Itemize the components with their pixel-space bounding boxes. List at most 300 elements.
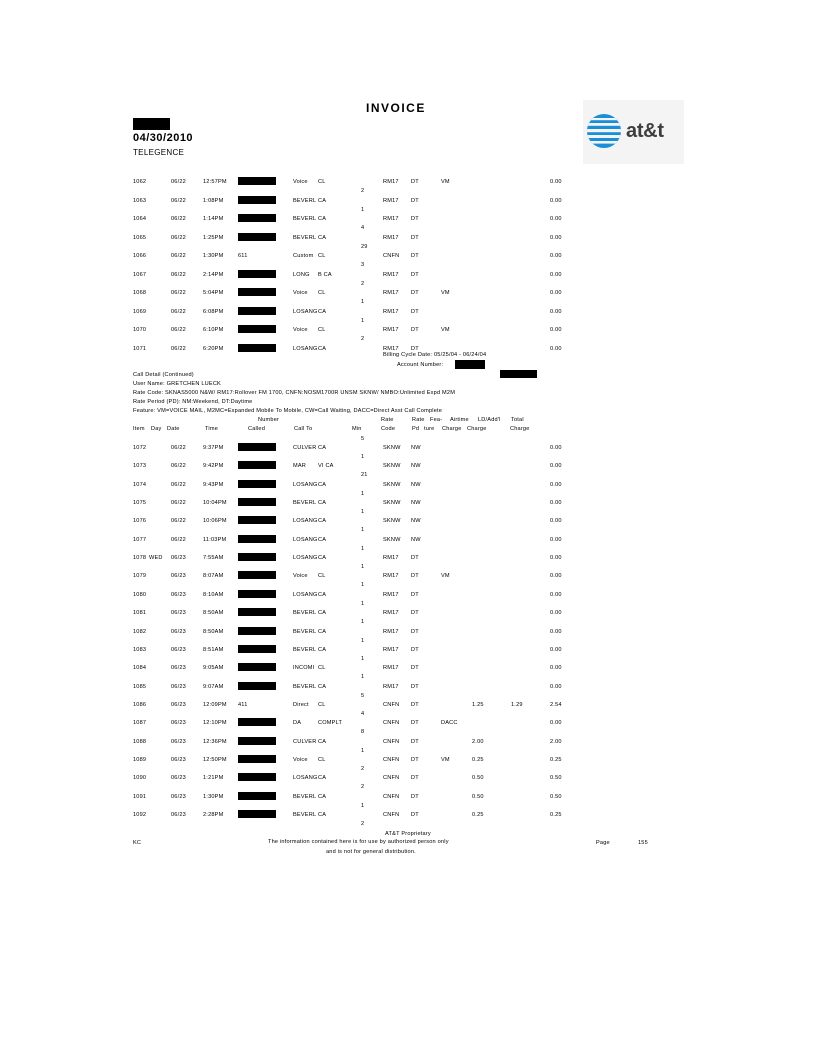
cell-rate: SKNW xyxy=(383,536,401,543)
cell-st: CL xyxy=(318,253,326,259)
col-number: Number xyxy=(258,417,280,423)
footer-left: KC xyxy=(133,840,142,846)
cell-feat: VM xyxy=(441,756,450,763)
cell-st: CA xyxy=(318,500,327,507)
cell-rp: DT xyxy=(411,573,419,580)
table-row xyxy=(0,216,816,224)
cell-date: 06/23 xyxy=(171,738,186,745)
cell-time: 9:07AM xyxy=(203,683,224,690)
cell-time: 1:08PM xyxy=(203,197,224,204)
redacted-number xyxy=(238,535,276,543)
col-charge-3: Charge xyxy=(510,426,530,432)
cell-rate: CNFN xyxy=(383,756,400,763)
cell-st: CA xyxy=(318,591,327,598)
table-row xyxy=(0,290,816,298)
cell-item: 1069 xyxy=(133,308,147,315)
cell-date: 06/22 xyxy=(171,481,186,488)
cell-item: 1070 xyxy=(133,327,147,333)
footer-page-number: 155 xyxy=(638,840,648,846)
cell-total: 0.00 xyxy=(550,327,562,333)
col-fea: Fea- xyxy=(430,417,443,423)
cell-item: 1078 xyxy=(133,555,147,562)
cell-rate: SKNW xyxy=(383,500,401,507)
table-row xyxy=(0,629,816,637)
col-pd: Pd xyxy=(412,426,420,432)
billing-cycle: Billing Cycle Date: 05/25/04 - 06/24/04 xyxy=(383,352,487,358)
cell-rate: RM17 xyxy=(383,345,399,352)
cell-rp: DT xyxy=(411,628,419,635)
cell-rate: SKNW xyxy=(383,481,401,488)
cell-date: 06/22 xyxy=(171,234,186,241)
cell-rp: DT xyxy=(411,308,419,315)
cell-city: LOSANG xyxy=(293,481,318,488)
cell-rp: DT xyxy=(411,327,419,333)
cell-st: B CA xyxy=(318,271,332,278)
cell-minutes: 1 xyxy=(361,582,365,589)
cell-rate: RM17 xyxy=(383,327,399,333)
redacted-block xyxy=(500,370,537,378)
redacted-number xyxy=(238,516,276,524)
redacted-number xyxy=(238,443,276,451)
cell-rp: NW xyxy=(411,445,421,451)
table-row xyxy=(0,739,816,747)
cell-rp: DT xyxy=(411,793,419,800)
cell-city: LOSANG xyxy=(293,555,318,562)
table-row xyxy=(0,610,816,618)
cell-rp: DT xyxy=(411,253,419,259)
cell-item: 1089 xyxy=(133,756,147,763)
table-row xyxy=(0,812,816,820)
cell-item: 1085 xyxy=(133,683,147,690)
cell-rate: RM17 xyxy=(383,308,399,315)
cell-date: 06/22 xyxy=(171,197,186,204)
cell-rp: DT xyxy=(411,756,419,763)
cell-airtime: 0.50 xyxy=(472,793,484,800)
col-code: Code xyxy=(381,426,396,432)
cell-city: LOSANG xyxy=(293,591,318,598)
cell-rate: RM17 xyxy=(383,646,399,653)
cell-rp: NW xyxy=(411,463,421,470)
table-row xyxy=(0,327,816,335)
cell-item: 1075 xyxy=(133,500,147,507)
cell-minutes: 5 xyxy=(361,692,365,699)
feature-legend: Feature: VM=VOICE MAIL, M2MC=Expanded Mobile To Mobile, CW=Call Waiting, DACC=Direct Asst Call Complete xyxy=(133,408,443,414)
cell-city: Voice xyxy=(293,290,308,296)
cell-feat: DACC xyxy=(441,720,458,727)
att-logo xyxy=(583,100,684,164)
cell-date: 06/22 xyxy=(171,536,186,543)
cell-rp: DT xyxy=(411,290,419,296)
cell-item: 1087 xyxy=(133,720,147,727)
cell-rate: CNFN xyxy=(383,812,400,818)
footer-proprietary: AT&T Proprietary xyxy=(385,831,431,837)
cell-date: 06/23 xyxy=(171,775,186,782)
cell-rp: DT xyxy=(411,646,419,653)
cell-item: 1071 xyxy=(133,345,147,352)
cell-st: CA xyxy=(318,628,327,635)
cell-st: CA xyxy=(318,481,327,488)
cell-rp: DT xyxy=(411,812,419,818)
cell-date: 06/23 xyxy=(171,701,186,708)
cell-rp: NW xyxy=(411,518,421,525)
cell-rate: SKNW xyxy=(383,463,401,470)
cell-day: WED xyxy=(149,555,163,562)
detail-heading: Call Detail (Continued) xyxy=(133,372,194,378)
col-charge-2: Charge xyxy=(467,426,487,432)
cell-minutes: 2 xyxy=(361,765,365,772)
cell-st: CA xyxy=(318,216,327,222)
cell-minutes: 2 xyxy=(361,821,365,827)
cell-minutes: 1 xyxy=(361,655,365,662)
redacted-number xyxy=(238,196,276,204)
cell-minutes: 8 xyxy=(361,729,365,736)
cell-item: 1074 xyxy=(133,481,147,488)
redacted-number xyxy=(238,608,276,616)
cell-time: 2:28PM xyxy=(203,812,224,818)
cell-airtime: 1.25 xyxy=(472,701,484,708)
cell-rp: DT xyxy=(411,345,419,352)
cell-item: 1064 xyxy=(133,216,147,222)
cell-rate: SKNW xyxy=(383,518,401,525)
cell-minutes: 2 xyxy=(361,188,365,194)
col-ratepd: Rate xyxy=(412,417,425,423)
logo-wordmark: at&t xyxy=(626,120,664,142)
redacted-number xyxy=(238,773,276,781)
table-row xyxy=(0,309,816,317)
cell-date: 06/23 xyxy=(171,756,186,763)
cell-time: 10:06PM xyxy=(203,518,227,525)
redacted-number xyxy=(238,461,276,469)
table-row xyxy=(0,794,816,802)
cell-date: 06/23 xyxy=(171,628,186,635)
cell-total: 0.00 xyxy=(550,628,562,635)
table-row xyxy=(0,235,816,243)
cell-minutes: 1 xyxy=(361,747,365,754)
cell-rate: RM17 xyxy=(383,271,399,278)
cell-called: 611 xyxy=(238,253,248,259)
cell-ld: 1.29 xyxy=(511,701,523,708)
redacted-number xyxy=(238,737,276,745)
cell-time: 9:42PM xyxy=(203,463,224,470)
cell-st: CL xyxy=(318,573,326,580)
cell-rate: RM17 xyxy=(383,179,399,185)
cell-item: 1083 xyxy=(133,646,147,653)
cell-total: 0.00 xyxy=(550,271,562,278)
cell-city: BEVERL xyxy=(293,628,317,635)
redacted-number xyxy=(238,718,276,726)
table-row xyxy=(0,198,816,206)
col-ture: ture xyxy=(424,426,435,432)
table-row xyxy=(0,445,816,453)
cell-item: 1079 xyxy=(133,573,147,580)
cell-item: 1086 xyxy=(133,701,147,708)
cell-feat: VM xyxy=(441,327,450,333)
cell-time: 5:04PM xyxy=(203,290,224,296)
redacted-number xyxy=(238,571,276,579)
cell-city: LOSANG xyxy=(293,536,318,543)
redacted-number xyxy=(238,344,276,352)
invoice-title: INVOICE xyxy=(366,101,426,115)
cell-time: 12:09PM xyxy=(203,701,227,708)
cell-item: 1081 xyxy=(133,610,147,617)
table-row xyxy=(0,573,816,581)
table-row xyxy=(0,702,816,710)
cell-total: 0.00 xyxy=(550,253,562,259)
cell-total: 0.00 xyxy=(550,345,562,352)
cell-total: 0.50 xyxy=(550,793,562,800)
cell-item: 1077 xyxy=(133,536,147,543)
cell-item: 1065 xyxy=(133,234,147,241)
cell-minutes: 1 xyxy=(361,527,365,534)
cell-date: 06/23 xyxy=(171,720,186,727)
cell-city: BEVERL xyxy=(293,812,317,818)
cell-minutes: 1 xyxy=(361,317,365,324)
cell-rp: NW xyxy=(411,481,421,488)
cell-city: Direct xyxy=(293,701,309,708)
cell-st: COMPLT xyxy=(318,720,343,727)
company-name: TELEGENCE xyxy=(133,148,185,157)
cell-minutes: 1 xyxy=(361,206,365,213)
cell-date: 06/22 xyxy=(171,518,186,525)
cell-time: 12:50PM xyxy=(203,756,227,763)
footer-info-2: and is not for general distribution. xyxy=(326,849,416,855)
cell-called: 411 xyxy=(238,701,248,708)
cell-st: CL xyxy=(318,290,326,296)
cell-minutes: 1 xyxy=(361,674,365,681)
cell-rp: DT xyxy=(411,610,419,617)
cell-time: 9:05AM xyxy=(203,665,224,672)
cell-st: CA xyxy=(318,518,327,525)
cell-total: 0.00 xyxy=(550,683,562,690)
redacted-number xyxy=(238,288,276,296)
cell-minutes: 29 xyxy=(361,243,368,250)
cell-time: 10:04PM xyxy=(203,500,227,507)
cell-st: CA xyxy=(318,345,327,352)
cell-date: 06/22 xyxy=(171,271,186,278)
cell-city: BEVERL xyxy=(293,234,317,241)
cell-item: 1067 xyxy=(133,271,147,278)
cell-item: 1073 xyxy=(133,463,147,470)
cell-date: 06/22 xyxy=(171,290,186,296)
table-row xyxy=(0,684,816,692)
cell-st: CL xyxy=(318,327,326,333)
cell-city: BEVERL xyxy=(293,793,317,800)
cell-time: 12:36PM xyxy=(203,738,227,745)
cell-minutes: 5 xyxy=(361,436,365,442)
cell-total: 0.00 xyxy=(550,720,562,727)
redacted-number xyxy=(238,177,276,185)
cell-time: 6:20PM xyxy=(203,345,224,352)
col-item: Item xyxy=(133,426,145,432)
redacted-number xyxy=(238,755,276,763)
cell-rate: CNFN xyxy=(383,738,400,745)
cell-total: 0.00 xyxy=(550,179,562,185)
cell-rp: DT xyxy=(411,683,419,690)
cell-rp: NW xyxy=(411,536,421,543)
cell-airtime: 0.50 xyxy=(472,775,484,782)
cell-st: CA xyxy=(318,308,327,315)
rate-period: Rate Period (PD): NM:Weekend, DT:Daytime xyxy=(133,399,253,405)
cell-city: Voice xyxy=(293,179,308,185)
table-row xyxy=(0,775,816,783)
cell-date: 06/23 xyxy=(171,683,186,690)
cell-st: CA xyxy=(318,555,327,562)
cell-rate: RM17 xyxy=(383,234,399,241)
cell-rp: DT xyxy=(411,665,419,672)
col-min: Min xyxy=(352,426,362,432)
cell-city: BEVERL xyxy=(293,610,317,617)
cell-time: 1:14PM xyxy=(203,216,224,222)
cell-city: BEVERL xyxy=(293,683,317,690)
cell-total: 0.00 xyxy=(550,536,562,543)
cell-total: 0.00 xyxy=(550,555,562,562)
cell-rate: CNFN xyxy=(383,793,400,800)
cell-st: CA xyxy=(318,775,327,782)
table-row xyxy=(0,253,816,261)
cell-rate: CNFN xyxy=(383,701,400,708)
cell-item: 1082 xyxy=(133,628,147,635)
cell-time: 8:50AM xyxy=(203,610,224,617)
cell-st: CA xyxy=(318,683,327,690)
cell-total: 0.25 xyxy=(550,756,562,763)
cell-city: BEVERL xyxy=(293,500,317,507)
cell-time: 9:43PM xyxy=(203,481,224,488)
redacted-number xyxy=(238,645,276,653)
cell-rp: DT xyxy=(411,555,419,562)
cell-minutes: 1 xyxy=(361,619,365,626)
redacted-number xyxy=(238,307,276,315)
rate-code: Rate Code: SKNAS5000 N&W/ RM17:Rollover FM 1700, CNFN:NOSM1700R UNSM SKNW/ NMBO:Unlimited Expd M2M xyxy=(133,390,456,396)
cell-st: VI CA xyxy=(318,463,334,470)
cell-total: 0.00 xyxy=(550,610,562,617)
cell-st: CA xyxy=(318,793,327,800)
cell-item: 1068 xyxy=(133,290,147,296)
cell-date: 06/22 xyxy=(171,327,186,333)
cell-city: LONG xyxy=(293,271,310,278)
cell-city: LOSANG xyxy=(293,345,318,352)
cell-rp: DT xyxy=(411,197,419,204)
cell-total: 0.00 xyxy=(550,646,562,653)
cell-item: 1092 xyxy=(133,812,147,818)
cell-total: 2.00 xyxy=(550,738,562,745)
col-date: Date xyxy=(167,426,180,432)
cell-rate: RM17 xyxy=(383,683,399,690)
cell-st: CA xyxy=(318,646,327,653)
cell-minutes: 2 xyxy=(361,280,365,287)
redacted-number xyxy=(238,553,276,561)
cell-time: 12:10PM xyxy=(203,720,227,727)
cell-total: 0.00 xyxy=(550,591,562,598)
redacted-number xyxy=(238,792,276,800)
table-row xyxy=(0,179,816,187)
cell-rate: RM17 xyxy=(383,216,399,222)
cell-rate: RM17 xyxy=(383,591,399,598)
cell-total: 0.00 xyxy=(550,290,562,296)
table-row xyxy=(0,592,816,600)
table-row xyxy=(0,537,816,545)
cell-rate: RM17 xyxy=(383,610,399,617)
cell-rp: DT xyxy=(411,179,419,185)
redacted-number xyxy=(238,682,276,690)
col-charge-1: Charge xyxy=(442,426,462,432)
cell-date: 06/23 xyxy=(171,555,186,562)
redacted-number xyxy=(238,214,276,222)
redacted-number xyxy=(238,270,276,278)
cell-total: 0.00 xyxy=(550,197,562,204)
redacted-account-number xyxy=(455,360,485,369)
cell-st: CL xyxy=(318,665,326,672)
cell-feat: VM xyxy=(441,290,450,296)
cell-city: LOSANG xyxy=(293,518,318,525)
cell-total: 0.00 xyxy=(550,573,562,580)
cell-rate: RM17 xyxy=(383,555,399,562)
redacted-number xyxy=(238,663,276,671)
cell-city: LOSANG xyxy=(293,308,318,315)
cell-time: 1:30PM xyxy=(203,793,224,800)
cell-city: Custom xyxy=(293,253,314,259)
cell-rp: DT xyxy=(411,216,419,222)
cell-st: CL xyxy=(318,756,326,763)
cell-rp: DT xyxy=(411,701,419,708)
cell-total: 0.00 xyxy=(550,518,562,525)
cell-rate: CNFN xyxy=(383,775,400,782)
cell-city: Voice xyxy=(293,573,308,580)
cell-st: CL xyxy=(318,701,326,708)
cell-st: CA xyxy=(318,812,327,818)
account-number-label: Account Number: xyxy=(397,362,444,368)
table-row xyxy=(0,463,816,471)
cell-minutes: 4 xyxy=(361,225,365,231)
cell-total: 0.00 xyxy=(550,665,562,672)
cell-airtime: 0.25 xyxy=(472,756,484,763)
redacted-number xyxy=(238,498,276,506)
footer-info-1: The information contained here is for use by authorized person only xyxy=(268,839,449,845)
globe-icon xyxy=(583,100,627,164)
cell-city: BEVERL xyxy=(293,646,317,653)
cell-date: 06/22 xyxy=(171,253,186,259)
cell-rp: NW xyxy=(411,500,421,507)
cell-rate: RM17 xyxy=(383,290,399,296)
cell-total: 0.00 xyxy=(550,308,562,315)
cell-st: CA xyxy=(318,197,327,204)
cell-rp: DT xyxy=(411,591,419,598)
cell-city: MAR xyxy=(293,463,307,470)
cell-date: 06/23 xyxy=(171,610,186,617)
cell-minutes: 1 xyxy=(361,490,365,497)
cell-item: 1066 xyxy=(133,253,147,259)
cell-item: 1080 xyxy=(133,591,147,598)
table-row xyxy=(0,518,816,526)
cell-date: 06/22 xyxy=(171,345,186,352)
cell-city: Voice xyxy=(293,756,308,763)
cell-rate: RM17 xyxy=(383,197,399,204)
cell-rp: DT xyxy=(411,271,419,278)
table-row xyxy=(0,720,816,728)
cell-airtime: 0.25 xyxy=(472,812,484,818)
cell-st: CA xyxy=(318,738,327,745)
cell-date: 06/22 xyxy=(171,179,186,185)
cell-date: 06/22 xyxy=(171,308,186,315)
cell-date: 06/23 xyxy=(171,793,186,800)
redacted-block xyxy=(133,118,170,130)
col-airtime: Airtime xyxy=(450,417,469,423)
cell-feat: VM xyxy=(441,179,450,185)
cell-minutes: 1 xyxy=(361,509,365,516)
col-total: Total xyxy=(511,417,524,423)
cell-time: 6:08PM xyxy=(203,308,224,315)
cell-time: 2:14PM xyxy=(203,271,224,278)
cell-total: 0.25 xyxy=(550,812,562,818)
